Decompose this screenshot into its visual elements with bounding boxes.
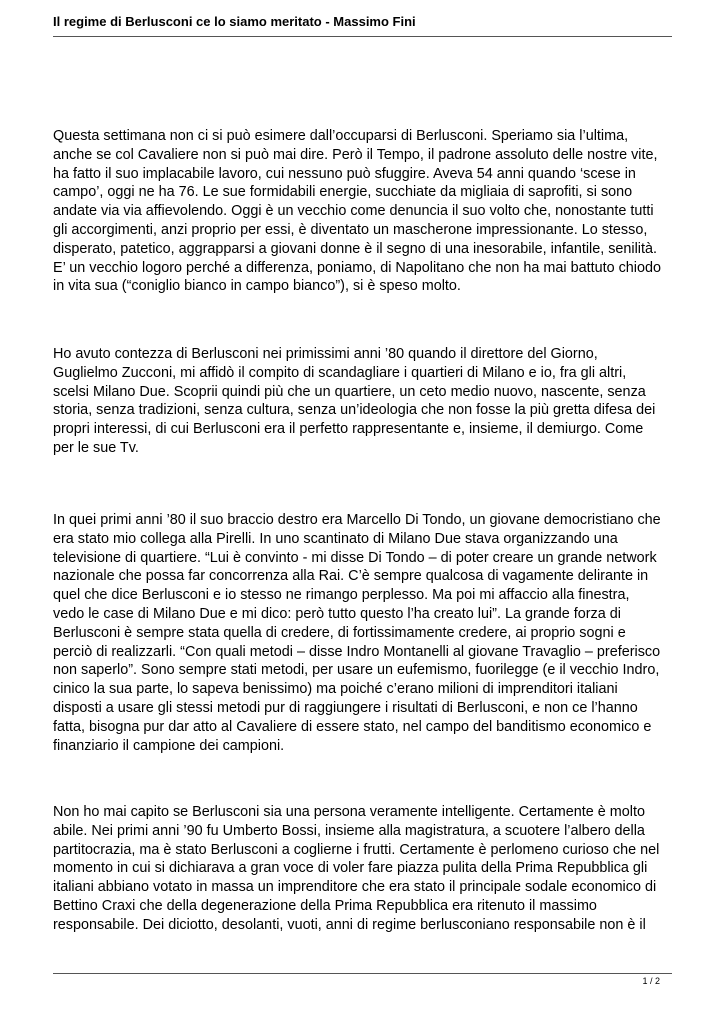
text-line: momento in cui si dichiarava a gran voce di voler fare piazza pulita della Prima Repubblica gli [53,860,648,877]
page-footer [53,973,672,986]
article-paragraph-4 [53,803,675,935]
text-line: fatta, bisogna pur dar atto al Cavaliere di essere stato, nel campo del banditismo economico e [53,718,652,735]
text-line: Questa settimana non ci si può esimere dall’occuparsi di Berlusconi. Speriamo sia l’ultima, [53,128,629,144]
text-line: propri interessi, di cui Berlusconi era il perfetto rappresentante e, insieme, il demiurgo. Come [53,421,644,438]
page-indicator: 1 / 2 [642,976,660,986]
text-line: disposti a usare gli stessi metodi pur di raggiungere i risultati di Berlusconi, e non ce l’hanno [53,699,638,716]
page-header [53,14,672,37]
text-line: abile. Nei primi anni ’90 fu Umberto Bossi, insieme alla magistratura, a scuotere l’albero della [53,822,645,839]
article-paragraph-3 [53,511,675,755]
text-line: ha fatto il suo implacabile lavoro, cui nessuno può sfuggire. Aveva 54 anni quando ‘scese in [53,165,636,182]
text-line: storia, senza tradizioni, senza cultura, senza un’ideologia che non fosse la più gretta difesa dei [53,402,656,419]
text-line: Non ho mai capito se Berlusconi sia una persona veramente intelligente. Certamente è molto [53,804,645,820]
text-line: in vita sua (“coniglio bianco in campo bianco”), si è speso molto. [53,278,461,295]
text-line: andate via via affievolendo. Oggi è un vecchio come denuncia il suo volto che, nonostante tutti [53,203,654,220]
text-line: E’ un vecchio logoro perché a differenza, poniamo, di Napolitano che non ha mai battuto chiodo [53,259,662,276]
text-line: televisione di quartiere. “Lui è convinto - mi disse Di Tondo – di poter creare un grande network [53,549,657,566]
text-line: partitocrazia, ma è stato Berlusconi a coglierne i frutti. Certamente è perlomeno curioso che nel [53,841,660,858]
text-line: cinico la sua parte, lo sapeva benissimo) ma poiché c’erano milioni di imprenditori italiani [53,681,618,698]
article-paragraph-1 [53,127,675,296]
text-line: Guglielmo Zucconi, mi affidò il compito di scandagliare i quartieri di Milano e io, fra gli altri, [53,364,627,381]
text-line: Bettino Craxi che della degenerazione della Prima Repubblica era ritenuto il massimo [53,897,597,914]
article-paragraph-2 [53,345,675,458]
text-line: Berlusconi è sempre stata quella di credere, di fortissimamente credere, ai proprio sogni e [53,624,626,641]
text-line: scelsi Milano Due. Scoprii quindi più che un quartiere, un ceto medio nuovo, nascente, senza [53,383,646,400]
text-line: vedo le case di Milano Due e mi dico: però tutto questo l’ha creato lui”. La grande forza di [53,605,621,622]
text-line: In quei primi anni ’80 il suo braccio destro era Marcello Di Tondo, un giovane democristiano che [53,512,661,528]
text-line: era stato mio collega alla Pirelli. In uno scantinato di Milano Due stava organizzando una [53,530,618,547]
text-line: nazionale che possa far concorrenza alla Rai. C’è sempre qualcosa di vagamente delirante in [53,568,649,585]
text-line: anche se col Cavaliere non si può mai dire. Però il Tempo, il padrone assoluto delle nostre vite, [53,146,658,163]
text-line: finanziario il campione dei campioni. [53,737,285,754]
text-line: per le sue Tv. [53,439,139,456]
text-line: Ho avuto contezza di Berlusconi nei primissimi anni ’80 quando il direttore del Giorno, [53,346,598,362]
text-line: campo’, oggi ne ha 76. Le sue formidabili energie, succhiate da migliaia di saprofiti, si sono [53,184,633,201]
text-line: non saperlo”. Sono sempre stati metodi, per usare un eufemismo, fuorilegge (e il vecchio Indro, [53,662,660,679]
document-title: Il regime di Berlusconi ce lo siamo meritato - Massimo Fini [53,14,416,29]
text-line: italiani abbiano votato in massa un imprenditore che era stato il principale sodale economico di [53,879,657,896]
text-line: perciò di realizzarli. “Con quali metodi – disse Indro Montanelli al giovane Travaglio – preferisco [53,643,661,660]
text-line: disperato, patetico, aggrapparsi a giovani donne è il segno di una inesorabile, infantile, senilità. [53,240,658,257]
text-line: responsabile. Dei diciotto, desolanti, vuoti, anni di regime berlusconiano responsabile non è il [53,916,646,933]
text-line: gli accorgimenti, anzi proprio per essi, è diventato un mascherone impressionante. Lo stesso, [53,221,648,238]
text-line: quel che dice Berlusconi e io stesso ne rimango perplesso. Ma poi mi affaccio alla finestra, [53,587,630,604]
